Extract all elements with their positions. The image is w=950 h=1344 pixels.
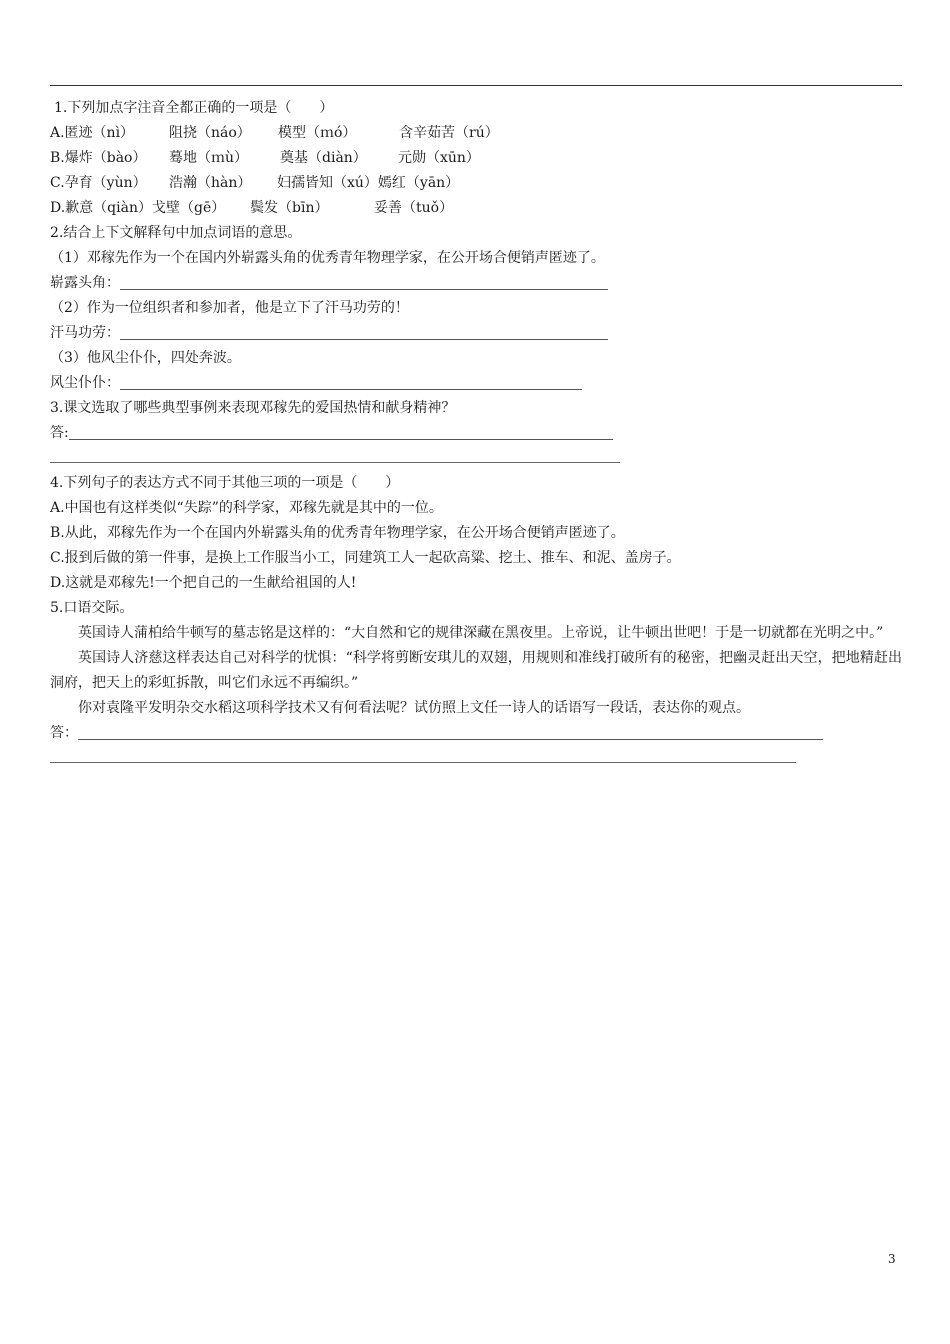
q2-term-2: 汗马功劳： — [50, 325, 120, 341]
q3-answer-row — [50, 421, 902, 446]
q3-answer-row-2 — [50, 446, 902, 471]
q1-a-2: 阻挠（náo） — [169, 125, 251, 141]
q2-term-3: 风尘仆仆： — [50, 375, 120, 391]
q4-option-a: A.中国也有这样类似“失踪”的科学家，邓稼先就是其中的一位。 — [50, 500, 443, 516]
q4-option-b: B.从此，邓稼先作为一个在国内外崭露头角的优秀青年物理学家，在公开场合便销声匿迹了。 — [50, 525, 625, 541]
q5-answer-row-2 — [50, 746, 902, 771]
q5-paragraph-keats: 英国诗人济慈这样表达自己对科学的忧惧：“科学将剪断安琪儿的双翅，用规则和准线打破所有的秘密，把幽灵赶出天空，把地精赶出洞府，把天上的彩虹拆散，叫它们永远不再编织。” — [50, 650, 902, 691]
q5-stem: 5.口语交际。 — [50, 600, 134, 616]
q2-term-1: 崭露头角： — [50, 275, 120, 291]
q2-sentence-2: （2）作为一位组织者和参加者，他是立下了汗马功劳的！ — [50, 300, 409, 316]
q2-answer-row-3 — [50, 371, 902, 396]
q1-option-c — [50, 171, 902, 196]
q1-c-3: 妇孺皆知（xú）嫣红（yān） — [277, 175, 460, 191]
header-rule — [50, 85, 902, 86]
q3-answer-label: 答: — [50, 425, 69, 441]
q5-answer-row — [50, 721, 902, 746]
q1-a-4: 含辛茹苦（rú） — [399, 125, 499, 141]
q1-d-1: D.歉意（qiàn）戈壁（gē） — [50, 200, 226, 216]
q4-option-c: C.报到后做的第一件事，是换上工作服当小工，同建筑工人一起砍高粱、挖土、推车、和泥、盖房子。 — [50, 550, 681, 566]
q1-b-1: B.爆炸（bào） — [50, 150, 147, 166]
q2-answer-row-1 — [50, 271, 902, 296]
q1-b-2: 蓦地（ｍù） — [169, 150, 249, 166]
q3-answer-blank-1[interactable] — [69, 423, 613, 440]
q1-b-4: 元勋（xūn） — [398, 150, 480, 166]
q2-sentence-1: （1）邓稼先作为一个在国内外崭露头角的优秀青年物理学家，在公开场合便销声匿迹了。 — [50, 250, 605, 266]
q1-option-b — [50, 146, 902, 171]
q1-d-3: 妥善（tuǒ） — [374, 200, 454, 216]
q1-option-d — [50, 196, 902, 221]
q5-answer-blank-2[interactable] — [50, 762, 796, 763]
q1-option-a — [50, 121, 902, 146]
worksheet — [50, 96, 902, 771]
q3-stem: 3.课文选取了哪些典型事例来表现邓稼先的爱国热情和献身精神？ — [50, 400, 456, 416]
q1-b-3: 奠基（diàn） — [280, 150, 367, 166]
q5-answer-label: 答： — [50, 725, 78, 741]
q5-paragraph-pope: 英国诗人蒲柏给牛顿写的墓志铭是这样的：“大自然和它的规律深藏在黑夜里。上帝说，让牛顿出世吧！于是一切就都在光明之中。” — [78, 625, 884, 641]
q5-prompt: 你对袁隆平发明杂交水稻这项科学技术又有何看法呢？试仿照上文任一诗人的话语写一段话，表达你的观点。 — [78, 700, 750, 716]
q2-answer-blank-3[interactable] — [120, 373, 582, 390]
q1-c-2: 浩瀚（hàn） — [169, 175, 252, 191]
q5-answer-blank-1[interactable] — [78, 723, 823, 740]
q1-a-3: 模型（ｍó） — [278, 125, 357, 141]
q3-answer-blank-2[interactable] — [50, 462, 620, 463]
q2-sentence-3: （3）他风尘仆仆，四处奔波。 — [50, 350, 241, 366]
q1-stem: 1.下列加点字注音全都正确的一项是（ ） — [54, 100, 334, 116]
q4-stem: 4.下列句子的表达方式不同于其他三项的一项是（ ） — [50, 475, 400, 491]
q1-a-1: A.匿迹（nì） — [50, 125, 135, 141]
q4-option-d: D.这就是邓稼先!一个把自己的一生献给祖国的人! — [50, 575, 357, 591]
q1-c-1: C.孕育（yùn） — [50, 175, 147, 191]
q1-d-2: 鬓发（bīn） — [250, 200, 329, 216]
page-number: 3 — [888, 1252, 896, 1266]
q2-answer-blank-2[interactable] — [120, 323, 608, 340]
q2-answer-blank-1[interactable] — [120, 273, 608, 290]
q2-answer-row-2 — [50, 321, 902, 346]
q2-stem: 2.结合上下文解释句中加点词语的意思。 — [50, 225, 302, 241]
